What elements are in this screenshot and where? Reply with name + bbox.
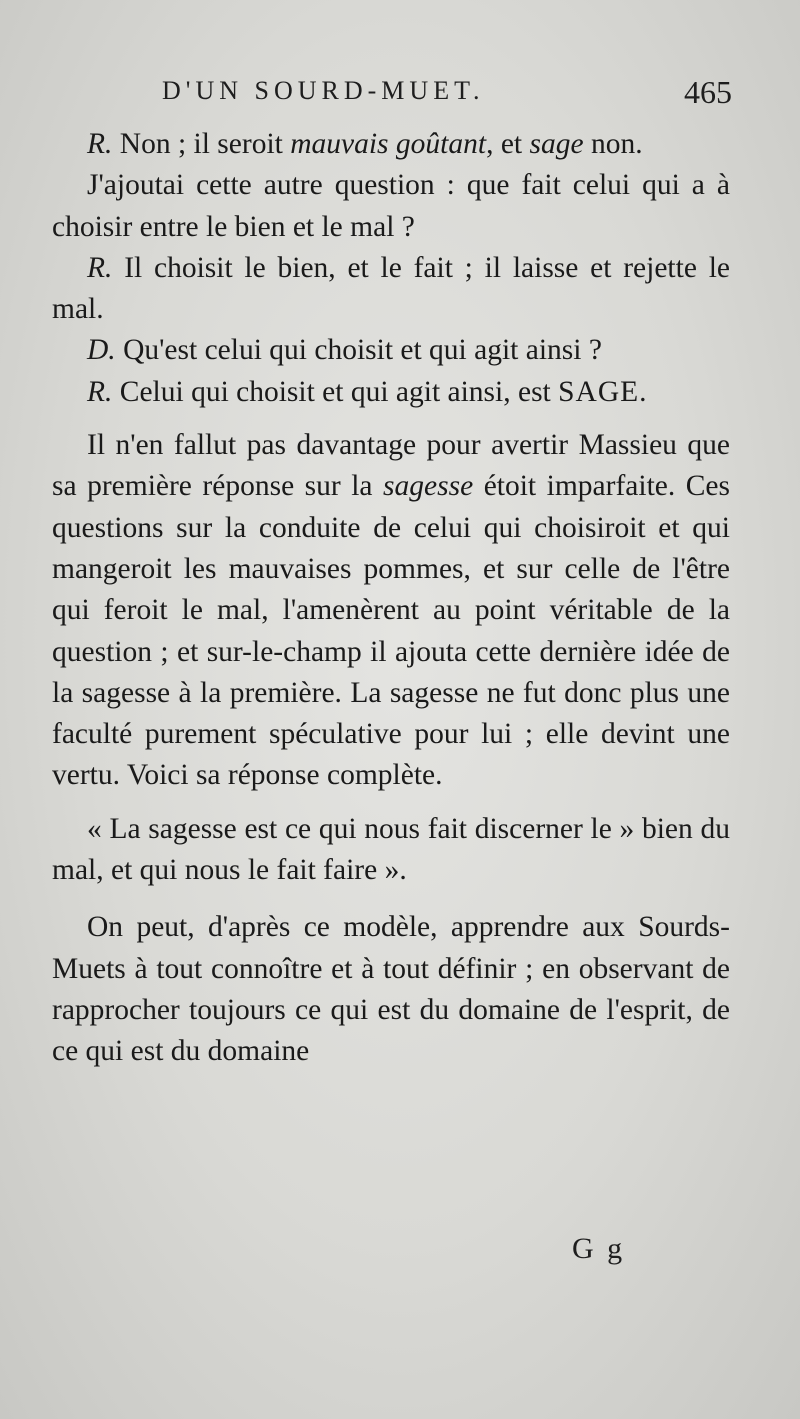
paragraph-5: R. Celui qui choisit et qui agit ainsi, est SAGE. xyxy=(87,375,648,408)
speaker-label: D. xyxy=(87,334,116,367)
quotation: « La sagesse est ce qui nous fait discerner le » bien du mal, et qui nous le fait faire ». xyxy=(52,812,730,887)
running-head: D'UN SOURD-MUET. xyxy=(162,76,485,105)
paragraph-1: R. Non ; il seroit mauvais goûtant, et sage non. xyxy=(87,128,643,160)
signature-mark: G g xyxy=(572,1232,626,1265)
paragraph-4: D. Qu'est celui qui choisit et qui agit ainsi ? xyxy=(87,334,602,367)
paragraph-8: On peut, d'après ce modèle, apprendre aux Sourds-Muets à tout connoître et à tout définir ; en observant de rapprocher toujours ce qui est du domaine de l'esprit, de ce qui est du domaine xyxy=(52,911,730,1068)
speaker-label: R. xyxy=(87,128,113,160)
page-header xyxy=(52,74,732,114)
speaker-label: R. xyxy=(87,251,113,284)
paragraph-3: R. Il choisit le bien, et le fait ; il laisse et rejette le mal. xyxy=(52,251,730,326)
body-text xyxy=(52,124,730,1073)
paragraph-6: Il n'en fallut pas davantage pour avertir Massieu que sa première réponse sur la sagesse étoit imparfaite. Ces questions sur la conduite de celui qui choisiroit et qui mangeroit les mauvaises pommes, et sur celle de l'être qui feroit le mal, l'amenèrent au point véritable de la question ; et sur-le-champ il ajouta cette dernière idée de la sagesse à la première. La sagesse ne fut donc plus une faculté purement spéculative pour lui ; elle devint une vertu. Voici sa réponse complète. xyxy=(52,429,730,792)
speaker-label: R. xyxy=(87,375,113,408)
paragraph-2: J'ajoutai cette autre question : que fait celui qui a à choisir entre le bien et le mal ? xyxy=(52,169,730,243)
page-number: 465 xyxy=(684,74,732,110)
